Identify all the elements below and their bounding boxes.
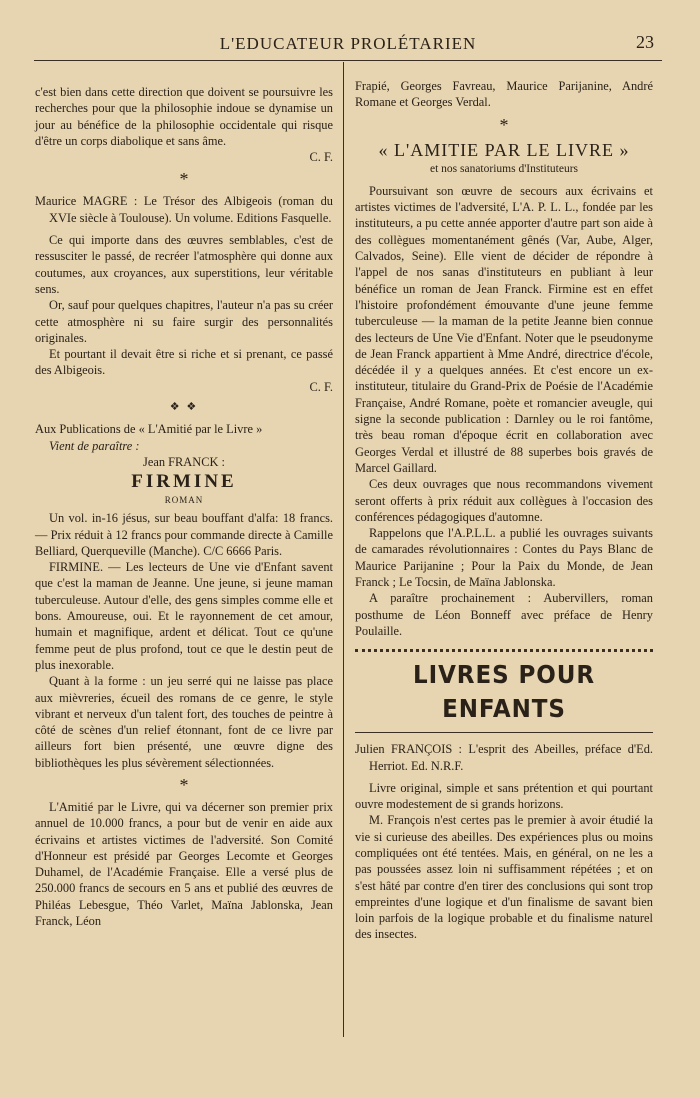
section-star: * xyxy=(179,169,189,190)
column-divider xyxy=(343,62,344,1037)
book-title: FIRMINE xyxy=(131,471,237,493)
paragraph: Frapié, Georges Favreau, Maurice Parijanine, André Romane et Georges Verdal. xyxy=(355,79,653,110)
banner xyxy=(355,649,653,733)
left-column xyxy=(35,84,333,929)
section-heading: « L'AMITIE PAR LE LIVRE » xyxy=(378,139,630,160)
paragraph: M. François n'est certes pas le premier à avoir étudié la vie si curieuse des abeilles. Des expériences plus ou moins compliquées ont été tentées. Mais, en général, on ne les a pas poussées assez loin ni suffisamment répétées ; et on s'est hâté par contre d'en tirer des conclusions qui sont trop empreintes d'une logique et d'un finalisme de savant bien loin parfois de la logique probable et du finalisme naturel des insectes. xyxy=(355,813,653,942)
book-author: Jean FRANCK : xyxy=(143,454,225,469)
rule xyxy=(355,732,653,733)
journal-title: L'EDUCATEUR PROLÉTARIEN xyxy=(219,34,477,53)
paragraph: Rappelons que l'A.P.L.L. a publié les ouvrages suivants de camarades révolutionnaires : Contes du Pays Blanc de Maurice Parijanine ; Pour la Paix du Monde, de Jean Franck ; Le Tocsin, de Maïna Jablonska. xyxy=(355,526,653,590)
banner-title: LIVRES POUR ENFANTS xyxy=(413,660,595,724)
paragraph: Quant à la forme : un jeu serré qui ne laisse pas place aux mièvreries, écueil des romans de ce genre, le style vibrant et nerveux d'un talent fort, des touches de peintre à côté de scènes d'un relief étonnant, font de ce livre par ailleurs fort bien présenté, une œuvre digne des bibliothèques les plus sévèrement sélectionnées. xyxy=(35,674,333,770)
paragraph: FIRMINE. — Les lecteurs de Une vie d'Enfant savent que c'est la maman de Jeanne. Une jeune, si jeune maman tuberculeuse. Autour d'elle, des gens simples comme elle et bons. Amoureuse, oui. Et le rayonnement de cet amour, humain et magnifique, ardent et délicat. Tout ce qu'une femme peut de plus profond, tout ce que le destin peut de plus inexorable. xyxy=(35,560,333,672)
paragraph: Ce qui importe dans des œuvres semblables, c'est de ressusciter le passé, de recréer l'atmosphère qui donne aux coutumes, aux croyances, aux superstitions, leur véritable sens. xyxy=(35,233,333,296)
paragraph: Ces deux ouvrages que nous recommandons vivement seront offerts à prix réduit aux collègues à l'occasion des conférences pédagogiques d'automne. xyxy=(355,477,653,524)
signature: C. F. xyxy=(309,150,333,165)
paragraph: A paraître prochainement : Aubervillers, roman posthume de Léon Bonneff avec préface de Henry Poulaille. xyxy=(355,591,653,638)
section-star: * xyxy=(179,774,189,795)
paragraph: Livre original, simple et sans prétention et qui pourtant ouvre modestement de si grands horizons. xyxy=(355,780,653,812)
announcement: Vient de paraître : xyxy=(49,438,140,453)
book-reference: Maurice MAGRE : Le Trésor des Albigeois (roman du XVIe siècle à Toulouse). Un volume. Editions Fasquelle. xyxy=(35,194,333,225)
section-star: * xyxy=(499,114,509,135)
section-subheading: et nos sanatoriums d'Instituteurs xyxy=(429,162,579,175)
dotted-rule xyxy=(355,649,653,652)
paragraph: Et pourtant il devait être si riche et si prenant, ce passé des Albigeois. xyxy=(35,347,333,378)
paragraph: c'est bien dans cette direction que doivent se poursuivre les recherches pour que la philosophie indoue se dynamise un jour au bénéfice de la philosophie occidentale qui risque d'être un corps diabolique et sans âme. xyxy=(35,85,333,148)
page-header xyxy=(34,30,662,61)
publisher-line: Aux Publications de « L'Amitié par le Livre » xyxy=(35,422,263,437)
page-number: 23 xyxy=(636,32,654,52)
signature: C. F. xyxy=(309,379,333,394)
paragraph: L'Amitié par le Livre, qui va décerner son premier prix annuel de 10.000 francs, a pour but de venir en aide aux écrivains et artistes victimes de l'adversité. Son Comité d'Honneur est présidé par Georges Lecomte et Georges Duhamel, de l'Académie Française. Elle a versé plus de 250.000 francs de secours en 5 ans et publié des œuvres de Philéas Lebesgue, Théo Varlet, Maïna Jablonska, Jean Franck, Léon xyxy=(35,799,333,929)
ornament: ❖ ❖ xyxy=(169,401,199,414)
book-genre: ROMAN xyxy=(164,495,204,506)
paragraph: Or, sauf pour quelques chapitres, l'auteur n'a pas su créer cette atmosphère ni su faire surgir des personnalités originales. xyxy=(35,298,333,345)
paragraph: Poursuivant son œuvre de secours aux écrivains et artistes victimes de l'adversité, L'A. P. L. L., fondée par les instituteurs, a pu cette année apporter d'autre part son aide à des collègues momentanément gênés (Var, Aube, Alger, Calvados, Seine). Elle vient de décider de répondre à l'appel de nos sanas d'instituteurs en publiant à leur bénéfice un roman de Jean Franck. Firmine est en effet l'histoire profondément émouvante d'une jeune femme tuberculeuse — la maman de la petite Jeanne bien connue des lecteurs de Une Vie d'Enfant. Noter que le pseudonyme de Jean Franck appartient à Mme André, directrice d'école, décédée il y a quelques années. Et c'est encore un ex-instituteur, titulaire du Grand-Prix de Poésie de l'Académie Française, André Romane, poète et romancier aveugle, qui signe la seconde publication : Darnley ou le roi fantôme, très beau roman d'époque écrit en collaboration avec Georges Verdal et illustré de 88 superbes bois gravés de Marcel Gaillard. xyxy=(355,183,653,475)
right-column xyxy=(355,78,653,943)
paragraph: Un vol. in-16 jésus, sur beau bouffant d'alfa: 18 francs. — Prix réduit à 12 francs pour commande directe à Camille Belliard, Querqueville (Manche). C/C 6666 Paris. xyxy=(35,511,333,558)
book-reference: Julien FRANÇOIS : L'esprit des Abeilles, préface d'Ed. Herriot. Ed. N.R.F. xyxy=(355,742,653,773)
